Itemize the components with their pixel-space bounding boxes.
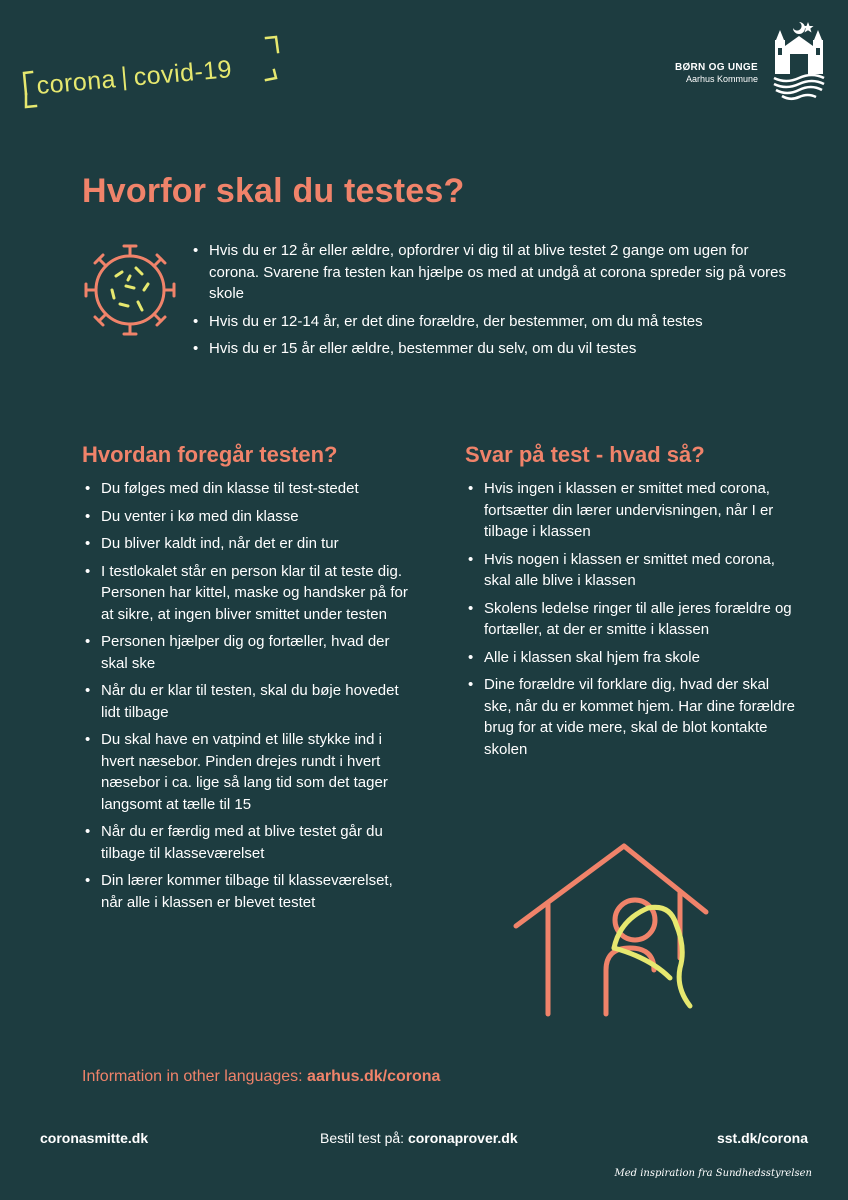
intro-item: • Hvis du er 12-14 år, er det dine forældre, der bestemmer, om du må testes [190,311,790,333]
other-languages-info [82,1068,440,1086]
footer-link-coronaprover[interactable]: coronaprover.dk [407,1130,518,1146]
credit-note: Med inspiration fra Sundhedsstyrelsen [614,1168,812,1179]
procedure-item: • Du bliver kaldt ind, når det er din tur [82,533,412,555]
procedure-item: • Personen hjælper dig og fortæller, hvad der skal ske [82,631,412,674]
result-item: • Alle i klassen skal hjem fra skole [465,647,795,669]
badge-word-covid: covid-19 [132,55,234,92]
footer-link-sst[interactable]: sst.dk/corona [716,1130,808,1146]
logo-org: BØRN OG UNGE [674,62,758,73]
intro-list [190,240,790,366]
footer-link-coronasmitte[interactable]: coronasmitte.dk [40,1130,149,1146]
test-results-list [465,478,795,766]
other-languages-link[interactable]: aarhus.dk/corona [307,1068,441,1085]
logo-sub: Aarhus Kommune [685,74,758,84]
procedure-item: • Du venter i kø med din klasse [82,506,412,528]
test-procedure-list [82,478,412,919]
footer-order-test [320,1130,518,1146]
virus-icon [78,238,182,342]
house-hug-icon [510,838,710,1018]
procedure-item: • Når du er færdig med at blive testet går du tilbage til klasseværelset [82,821,412,864]
badge-word-corona: corona [35,65,118,101]
procedure-item: • Du følges med din klasse til test-stedet [82,478,412,500]
result-item: • Hvis ingen i klassen er smittet med corona, fortsætter din lærer undervisningen, når I er tilbage i klassen [465,478,795,543]
procedure-item: • Du skal have en vatpind et lille stykke ind i hvert næsebor. Pinden drejes rundt i hvert næsebor i ca. lige så lang tid som det tager langsomt at tælle til 15 [82,729,412,815]
result-item: • Hvis nogen i klassen er smittet med corona, skal alle blive i klassen [465,549,795,592]
intro-item: • Hvis du er 15 år eller ældre, bestemmer du selv, om du vil testes [190,338,790,360]
intro-item: • Hvis du er 12 år eller ældre, opfordrer vi dig til at blive testet 2 gange om ugen for corona. Svarene fra testen kan hjælpe os med at undgå at corona spreder sig på vores skole [190,240,790,305]
result-item: • Skolens ledelse ringer til alle jeres forældre og fortæller, at der er smitte i klassen [465,598,795,641]
order-test-label: Bestil test på: [320,1130,405,1146]
test-procedure-heading: Hvordan foregår testen? [82,442,338,467]
corona-covid-badge [18,24,288,114]
other-languages-label: Information in other languages: [82,1068,303,1085]
aarhus-crest-icon [770,20,828,104]
page-title: Hvorfor skal du testes? [82,172,465,210]
procedure-item: • I testlokalet står en person klar til at teste dig. Personen har kittel, maske og handsker på for at sikre, at ingen bliver smittet under testen [82,561,412,626]
procedure-item: • Din lærer kommer tilbage til klasseværelset, når alle i klassen er blevet testet [82,870,412,913]
procedure-item: • Når du er klar til testen, skal du bøje hovedet lidt tilbage [82,680,412,723]
test-results-heading: Svar på test - hvad så? [465,442,705,467]
result-item: • Dine forældre vil forklare dig, hvad der skal ske, når du er kommet hjem. Har dine forældre brug for at vide mere, skal de blot kontakte skolen [465,674,795,760]
logo-text [675,62,758,84]
